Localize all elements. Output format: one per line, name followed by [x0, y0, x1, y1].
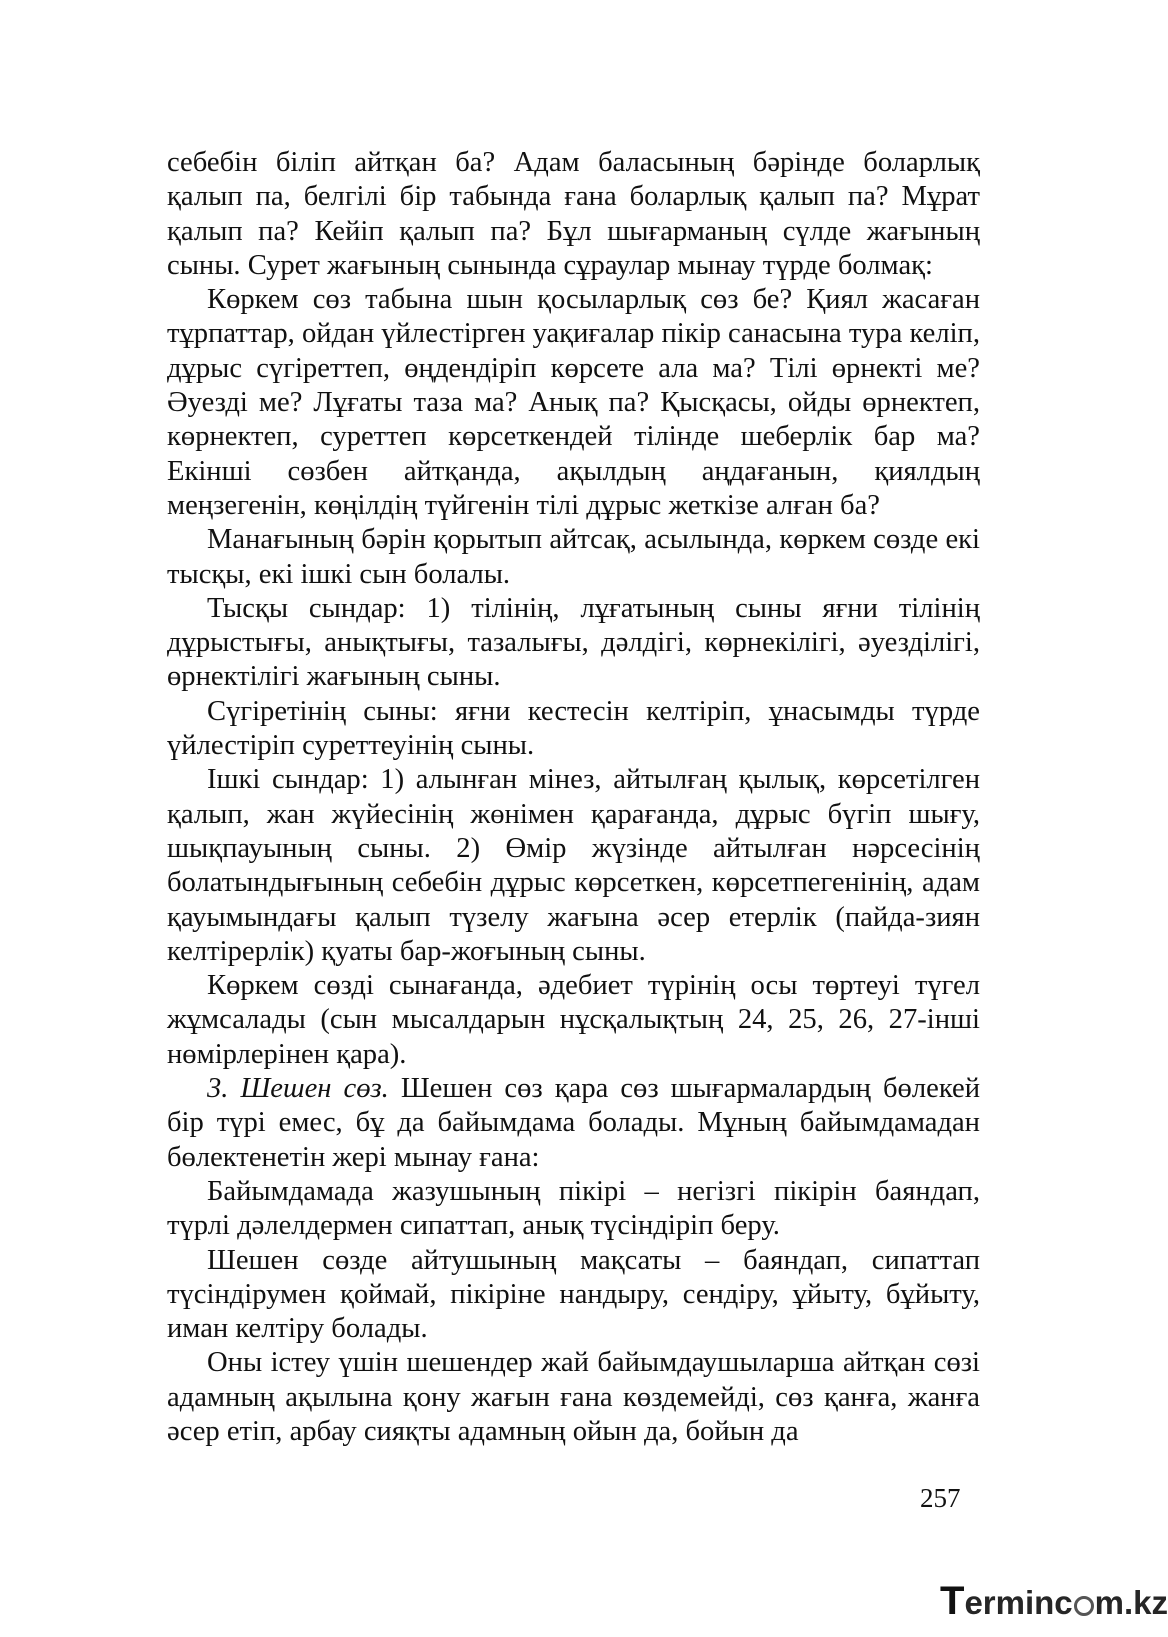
- watermark-middle: erminc: [964, 1584, 1073, 1621]
- paragraph-7: Көркем сөзді сынағанда, әдебиет түрінің осы төртеуі түгел жұмсалады (сын мысалдарын нұсқалықтың 24, 25, 26, 27-інші нөмірлерінен қара).: [167, 970, 980, 1070]
- paragraph-4: Тысқы сындар: 1) тілінің, лұғатының сыны яғни тілінің дұрыстығы, анықтығы, тазалығы, дәлдігі, көрнекілігі, әуезділігі, өрнектілігі жағының сыны.: [167, 592, 980, 693]
- page-body-text: [167, 146, 980, 1449]
- paragraph-1: себебін біліп айтқан ба? Адам баласының бәрінде боларлық қалып па, белгілі бір табында ғана боларлық қалып па? Мұрат қалып па? Кейіп қалып па? Бұл шығарманың сүлде жағының сыны. Сурет жағының сынында сұраулар мынау түрде болмақ:: [167, 147, 980, 281]
- paragraph-5: Сүгіретінің сыны: яғни кестесін келтіріп, ұнасымды түрде үйлестіріп суреттеуінің сыны.: [167, 695, 980, 762]
- page-number: 257: [920, 1483, 961, 1513]
- paragraph-2: Көркем сөз табына шын қосыларлық сөз бе? Қиял жасаған тұрпаттар, ойдан үйлестірген уақиғалар пікір санасына тура келіп, дұрыс сүгіреттеп, өңдендіріп көрсете ала ма? Тілі өрнекті ме? Әуезді ме? Лұғаты таза ма? Анық па? Қысқасы, ойды өрнектеп, көрнектеп, суреттеп көрсеткендей тілінде шеберлік бар ма? Екінші сөзбен айтқанда, ақылдың аңдағанын, қиялдың меңзегенін, көңілдің түйгенін тілі дұрыс жеткізе алған ба?: [167, 284, 980, 521]
- paragraph-8-text: Шешен сөз қара сөз шығармалардың бөлекей бір түрі емес, бұ да байымдама болады. Мұның байымдамадан бөлектенетін жері мынау ғана:: [167, 1073, 980, 1173]
- paragraph-9: Байымдамада жазушының пікірі – негізгі пікірін баяндап, түрлі дәлелдермен сипаттап, анық түсіндіріп беру.: [167, 1175, 980, 1242]
- paragraph-8: [167, 1072, 980, 1175]
- section-heading-italic: 3. Шешен сөз.: [207, 1073, 389, 1105]
- watermark-domain: m.kz: [1094, 1584, 1168, 1621]
- watermark-t: T: [940, 1579, 965, 1623]
- paragraph-10: Шешен сөзде айтушының мақсаты – баяндап, сипаттап түсіндірумен қоймай, пікіріне нандыру, сендіру, ұйыту, бұйыту, иман келтіру болады.: [167, 1244, 980, 1345]
- paragraph-6: Ішкі сындар: 1) алынған мінез, айтылғаң қылық, көрсетілген қалып, жан жүйесінің жөнімен қарағанда, дұрыс бүгіп шығу, шықпауының сыны. 2) Өмір жүзінде айтылған нәрсесінің болатындығының себебін дұрыс көрсеткен, көрсетпегенінің, адам қауымындағы қалып түзелу жағына әсер етерлік (пайда-зиян келтірерлік) қуаты бар-жоғының сыны.: [167, 764, 980, 967]
- termincom-watermark[interactable]: [940, 1579, 1168, 1624]
- paragraph-11: Оны істеу үшін шешендер жай байымдаушыларша айтқан сөзі адамның ақылына қону жағын ғана көздемейді, сөз қанға, жанға әсер етіп, арбау сияқты адамның ойын да, бойын да: [167, 1347, 980, 1447]
- magnifier-icon: [1074, 1596, 1094, 1616]
- paragraph-3: Манағының бәрін қорытып айтсақ, асылында, көркем сөзде екі тысқы, екі ішкі сын болалы.: [167, 524, 980, 590]
